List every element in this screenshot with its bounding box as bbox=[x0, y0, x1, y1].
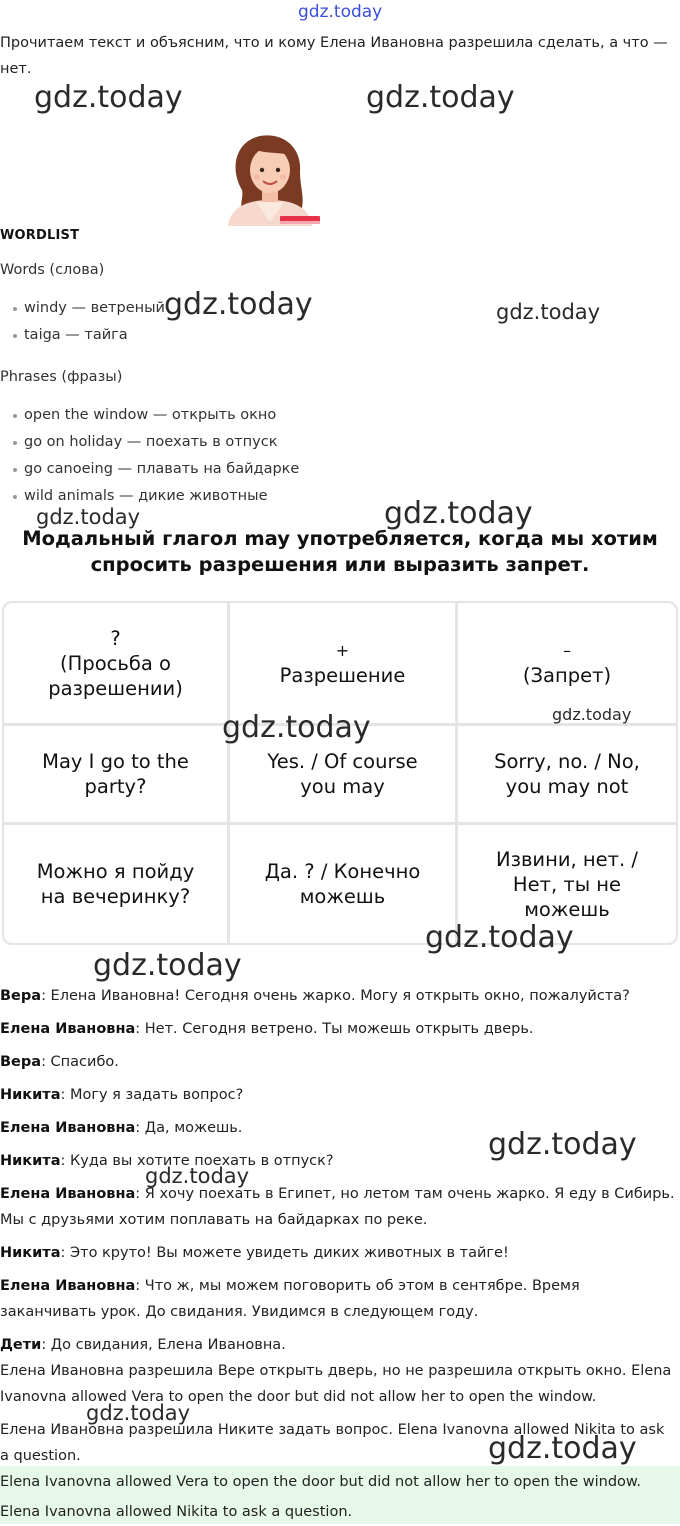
explanation-paragraph: Елена Ивановна разрешила Никите задать вопрос. Elena Ivanovna allowed Nikita to ask a question. bbox=[0, 1422, 665, 1464]
answer-highlight: Elena Ivanovna allowed Nikita to ask a question. bbox=[0, 1498, 680, 1524]
watermark: gdz.today bbox=[36, 505, 141, 529]
watermark: gdz.today bbox=[496, 300, 601, 324]
dialogue-line: Елена Ивановна: Я хочу поехать в Египет, но летом там очень жарко. Я еду в Сибирь. Мы с друзьями хотим поплавать на байдарках по реке. bbox=[0, 1186, 675, 1228]
watermark: gdz.today bbox=[93, 948, 242, 983]
dialogue-line: Елена Ивановна: Что ж, мы можем поговорить об этом в сентябре. Время заканчивать урок. До свидания. Увидимся в следующем году. bbox=[0, 1278, 580, 1320]
dialogue-line: Дети: До свидания, Елена Ивановна. bbox=[0, 1337, 286, 1353]
watermark: gdz.today bbox=[488, 1431, 637, 1466]
dialogue-line: Никита: Куда вы хотите поехать в отпуск? bbox=[0, 1153, 334, 1169]
list-item: taiga — тайга bbox=[0, 322, 165, 349]
watermark: gdz.today bbox=[425, 920, 574, 955]
explanation-paragraph: Елена Ивановна разрешила Вере открыть дверь, но не разрешила открыть окно. Elena Ivanovna allowed Vera to open the door but did not allow her to open the window. bbox=[0, 1363, 672, 1405]
list-item: wild animals — дикие животные bbox=[0, 483, 299, 510]
table-cell: Извини, нет. / Нет, ты не можешь bbox=[495, 847, 638, 921]
dialogue-line: Вера: Спасибо. bbox=[0, 1054, 119, 1070]
phrases-label: Phrases (фразы) bbox=[0, 369, 123, 385]
dialogue-line: Елена Ивановна: Да, можешь. bbox=[0, 1120, 243, 1136]
list-item: go on holiday — поехать в отпуск bbox=[0, 429, 299, 456]
rule-text: Модальный глагол may употребляется, когда мы хотим спросить разрешения или выразить запрет. bbox=[22, 527, 658, 576]
teacher-avatar-illustration bbox=[220, 130, 320, 226]
watermark: gdz.today bbox=[164, 287, 313, 322]
table-cell: Можно я пойду на вечеринку? bbox=[36, 860, 195, 908]
table-header-permission: + Разрешение bbox=[279, 641, 406, 687]
dialogue-line: Вера: Елена Ивановна! Сегодня очень жарко. Могу я открыть окно, пожалуйста? bbox=[0, 988, 630, 1004]
list-item: go canoeing — плавать на байдарке bbox=[0, 456, 299, 483]
wordlist-title: WORDLIST bbox=[0, 228, 80, 243]
table-cell: Sorry, no. / No, you may not bbox=[494, 750, 640, 798]
words-label: Words (слова) bbox=[0, 262, 105, 278]
watermark: gdz.today bbox=[384, 496, 533, 531]
table-cell: Yes. / Of course you may bbox=[267, 750, 418, 798]
watermark: gdz.today bbox=[552, 705, 632, 724]
dialogue-line: Елена Ивановна: Нет. Сегодня ветрено. Ты можешь открыть дверь. bbox=[0, 1021, 534, 1037]
dialogue-line: Никита: Могу я задать вопрос? bbox=[0, 1087, 244, 1103]
table-cell: Да. ? / Конечно можешь bbox=[264, 860, 421, 908]
watermark: gdz.today bbox=[86, 1401, 191, 1425]
dialogue-line: Никита: Это круто! Вы можете увидеть диких животных в тайге! bbox=[0, 1245, 509, 1261]
watermark: gdz.today bbox=[298, 2, 383, 22]
table-header-request: ? (Просьба о разрешении) bbox=[48, 626, 183, 700]
watermark: gdz.today bbox=[222, 710, 371, 745]
table-header-prohibition: – (Запрет) bbox=[522, 641, 612, 687]
watermark: gdz.today bbox=[145, 1164, 250, 1188]
intro-text: Прочитаем текст и объясним, что и кому Елена Ивановна разрешила сделать, а что — нет. bbox=[0, 35, 668, 77]
list-item: windy — ветреный bbox=[0, 295, 165, 322]
modal-may-table bbox=[2, 601, 678, 945]
list-item: open the window — открыть окно bbox=[0, 402, 299, 429]
watermark: gdz.today bbox=[488, 1127, 637, 1162]
words-list bbox=[0, 295, 165, 349]
table-cell: May I go to the party? bbox=[42, 750, 189, 798]
watermark: gdz.today bbox=[366, 80, 515, 115]
phrases-list bbox=[0, 402, 299, 510]
watermark: gdz.today bbox=[34, 80, 183, 115]
answer-highlight: Elena Ivanovna allowed Vera to open the door but did not allow her to open the window. bbox=[0, 1466, 680, 1498]
